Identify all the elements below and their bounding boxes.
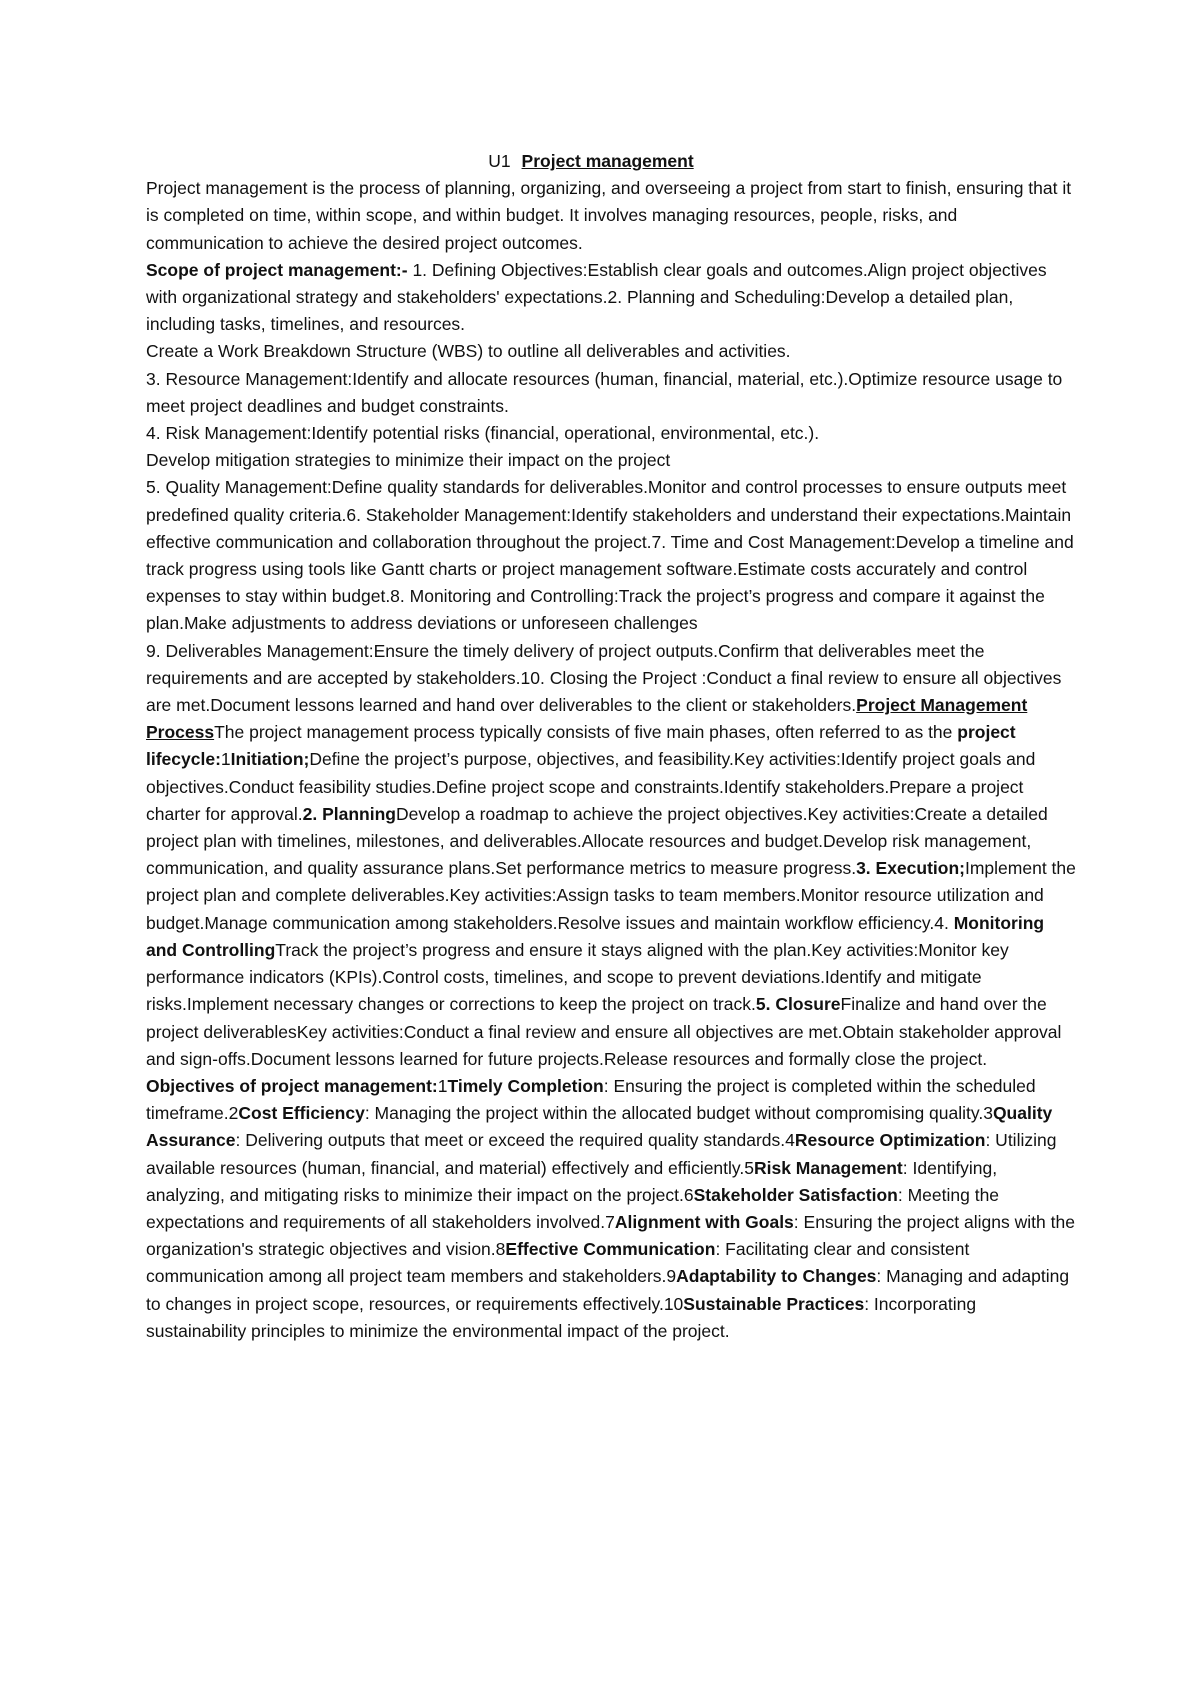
scope-resource-paragraph: 3. Resource Management:Identify and allocate resources (human, financial, material, etc.).Optimize resource usage to meet project deadlines and budget constraints. <box>146 368 1063 416</box>
objective-number: 8 <box>495 1239 506 1260</box>
objectives-paragraph <box>146 1073 1076 1345</box>
process-heading: Project Management Process <box>146 695 1028 743</box>
objective-text: : Delivering outputs that meet or exceed the required quality standards. <box>235 1130 786 1151</box>
objective-label: Sustainable Practices <box>683 1293 865 1314</box>
objective-number: 4 <box>785 1130 795 1151</box>
objective-number: 3 <box>983 1103 993 1124</box>
scope-deliverables-text: 9. Deliverables Management:Ensure the timely delivery of project outputs.Confirm that deliverables meet the requirements and are accepted by stakeholders.10. Closing the Project :Conduct a final review to ensure all objectives are met.Document lessons learned and hand over deliverables to the client or stakeholders. <box>146 640 1062 716</box>
objective-label: Cost Efficiency <box>238 1103 365 1124</box>
phase-closure-heading: 5. Closure <box>755 994 841 1015</box>
process-paragraph <box>146 638 1076 1073</box>
phase-four-number: 4. <box>934 912 954 933</box>
scope-text-1: 1. Defining Objectives:Establish clear goals and outcomes.Align project objectives with organizational strategy and stakeholders' expectations.2. Planning and Scheduling:Develop a detailed plan, including tasks, timelines, and resources. <box>146 259 1047 335</box>
phase-initiation-heading: Initiation; <box>230 749 310 770</box>
phase-initiation-text: Define the project’s purpose, objectives, and feasibility.Key activities:Identify project goals and objectives.Conduct feasibility studies.Define project scope and constraints.Identify stakeholders.Prepare a project charter for approval. <box>146 749 1036 824</box>
objective-text: : Ensuring the project aligns with the organization's strategic objectives and vision. <box>146 1211 1075 1260</box>
title-line <box>146 148 1076 175</box>
phase-planning-text: Develop a roadmap to achieve the project objectives.Key activities:Create a detailed project plan with timelines, milestones, and deliverables.Allocate resources and budget.Develop risk management, communication, and quality assurance plans.Set performance metrics to measure progress. <box>146 803 1048 879</box>
objective-text: : Ensuring the project is completed within the scheduled timeframe. <box>146 1075 1036 1124</box>
objective-text: : Utilizing available resources (human, financial, and material) effectively and efficiently. <box>146 1130 1057 1178</box>
phase-monitoring-heading: Monitoring and Controlling <box>146 912 1045 960</box>
document-page <box>146 148 1076 1345</box>
objective-text: : Managing and adapting to changes in project scope, resources, or requirements effectively. <box>146 1266 1070 1314</box>
objective-number: 10 <box>663 1293 684 1314</box>
objective-label: Timely Completion <box>447 1075 604 1096</box>
scope-quality-paragraph: 5. Quality Management:Define quality standards for deliverables.Monitor and control processes to ensure outputs meet predefined quality criteria.6. Stakeholder Management:Identify stakeholders and understand their expectations.Maintain effective communication and collaboration throughout the project.7. Time and Cost Management:Develop a timeline and track progress using tools like Gantt charts or project management software.Estimate costs accurately and control expenses to stay within budget.8. Monitoring and Controlling:Track the project’s progress and compare it against the plan.Make adjustments to address deviations or unforeseen challenges <box>146 477 1074 634</box>
scope-wbs-line: Create a Work Breakdown Structure (WBS) to outline all deliverables and activities. <box>146 341 791 362</box>
scope-mitigation-line: Develop mitigation strategies to minimize their impact on the project <box>146 450 671 471</box>
objective-item <box>229 1103 984 1123</box>
phase-one-number: 1 <box>220 749 231 770</box>
objective-number: 1 <box>437 1075 448 1096</box>
unit-label: U1 <box>488 151 511 171</box>
page-title: Project management <box>521 151 694 171</box>
objective-text: : Incorporating sustainability principles to minimize the environmental impact of the project. <box>146 1293 977 1341</box>
objective-label: Stakeholder Satisfaction <box>693 1184 898 1205</box>
lifecycle-label: project lifecycle: <box>146 722 1016 770</box>
objective-text: : Managing the project within the allocated budget without compromising quality. <box>364 1103 984 1124</box>
objective-number: 2 <box>228 1103 239 1124</box>
scope-heading: Scope of project management:- <box>146 259 408 280</box>
scope-risk-line: 4. Risk Management:Identify potential risks (financial, operational, environmental, etc.). <box>146 423 820 444</box>
objectives-heading: Objectives of project management: <box>146 1075 438 1096</box>
objective-label: Adaptability to Changes <box>676 1266 877 1287</box>
objective-number: 6 <box>683 1184 694 1205</box>
objective-number: 7 <box>605 1211 615 1232</box>
phase-execution-text: Implement the project plan and complete deliverables.Key activities:Assign tasks to team members.Monitor resource utilization and budget.Manage communication among stakeholders.Resolve issues and maintain workflow efficiency. <box>146 858 1076 933</box>
objective-text: : Identifying, analyzing, and mitigating risks to minimize their impact on the project. <box>146 1157 998 1205</box>
objective-number: 9 <box>666 1266 677 1287</box>
phase-monitoring-text: Track the project’s progress and ensure it stays aligned with the plan.Key activities:Monitor key performance indicators (KPIs).Control costs, timelines, and scope to prevent deviations.Identify and mitigate risks.Implement necessary changes or corrections to keep the project on track. <box>146 939 1009 1015</box>
scope-paragraph <box>146 257 1076 339</box>
objective-label: Alignment with Goals <box>614 1211 794 1232</box>
objective-label: Effective Communication <box>505 1239 716 1260</box>
phase-planning-heading: 2. Planning <box>302 803 396 824</box>
objective-text: : Meeting the expectations and requirements of all stakeholders involved. <box>146 1184 1000 1232</box>
objective-label: Quality Assurance <box>146 1103 1053 1151</box>
objective-label: Resource Optimization <box>794 1130 986 1151</box>
intro-paragraph: Project management is the process of planning, organizing, and overseeing a project from start to finish, ensuring that it is completed on time, within scope, and within budget. It involves managing resources, people, risks, and communication to achieve the desired project outcomes. <box>146 178 1072 253</box>
phase-closure-text: Finalize and hand over the project deliverablesKey activities:Conduct a final review and ensure all objectives are met.Obtain stakeholder approval and sign-offs.Document lessons learned for future projects.Release resources and formally close the project. <box>146 994 1062 1069</box>
phase-execution-heading: 3. Execution; <box>856 858 965 879</box>
objective-number: 5 <box>744 1157 754 1178</box>
process-intro: The project management process typically consists of five main phases, often referred to as the <box>214 722 958 743</box>
objective-text: : Facilitating clear and consistent communication among all project team members and stakeholders. <box>146 1239 970 1287</box>
objective-label: Risk Management <box>753 1157 903 1178</box>
